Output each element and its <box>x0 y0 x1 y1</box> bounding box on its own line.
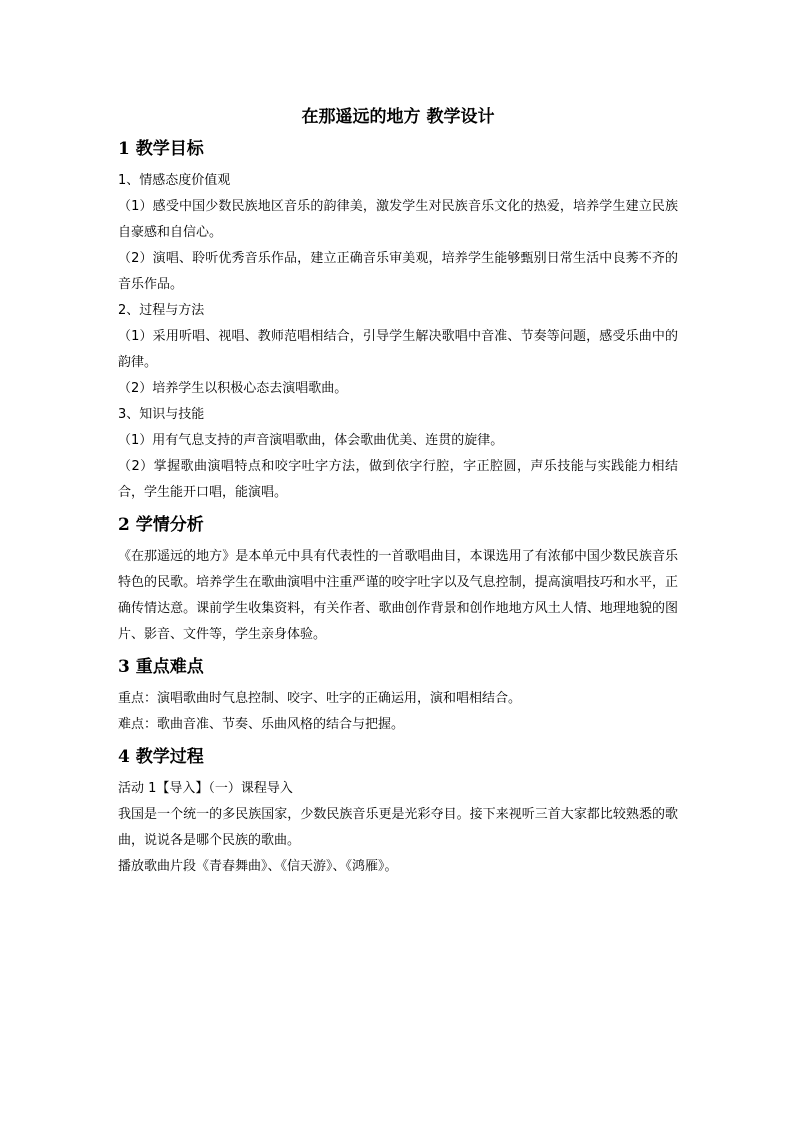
document-page <box>118 96 678 880</box>
paragraph: （1）采用听唱、视唱、教师范唱相结合，引导学生解决歌唱中音准、节奏等问题，感受乐曲中的韵律。 <box>118 329 678 370</box>
paragraph: 播放歌曲片段《青春舞曲》、《信天游》、《鸿雁》。 <box>118 859 398 874</box>
paragraph: 3、知识与技能 <box>118 407 205 422</box>
section-key-points <box>118 656 678 738</box>
section-heading-key-points: 3 重点难点 <box>118 657 204 677</box>
paragraph: （1）用有气息支持的声音演唱歌曲，体会歌曲优美、连贯的旋律。 <box>118 433 504 448</box>
paragraph: 重点：演唱歌曲时气息控制、咬字、吐字的正确运用，演和唱相结合。 <box>118 691 522 706</box>
section-analysis <box>118 514 678 648</box>
paragraph: 2、过程与方法 <box>118 303 205 318</box>
section-heading-process: 4 教学过程 <box>118 747 204 767</box>
section-heading-objectives: 1 教学目标 <box>118 139 204 159</box>
paragraph: （2）掌握歌曲演唱特点和咬字吐字方法，做到依字行腔，字正腔圆，声乐技能与实践能力相结合，学生能开口唱，能演唱。 <box>118 459 678 500</box>
paragraph: （2）培养学生以积极心态去演唱歌曲。 <box>118 381 348 396</box>
paragraph: 活动 1【导入】（一）课程导入 <box>118 781 293 796</box>
paragraph: 《在那遥远的地方》是本单元中具有代表性的一首歌唱曲目，本课选用了有浓郁中国少数民族音乐特色的民歌。培养学生在歌曲演唱中注重严谨的咬字吐字以及气息控制，提高演唱技巧和水平，正确传情达意。课前学生收集资料，有关作者、歌曲创作背景和创作地地方风土人情、地理地貌的图片、影音、文件等，学生亲身体验。 <box>118 549 678 642</box>
paragraph: 我国是一个统一的多民族国家，少数民族音乐更是光彩夺目。接下来视听三首大家都比较熟悉的歌曲，说说各是哪个民族的歌曲。 <box>118 807 678 848</box>
section-objectives <box>118 138 678 506</box>
paragraph: 1、情感态度价值观 <box>118 173 231 188</box>
section-heading-analysis: 2 学情分析 <box>118 515 204 535</box>
paragraph: （2）演唱、聆听优秀音乐作品，建立正确音乐审美观，培养学生能够甄别日常生活中良莠不齐的音乐作品。 <box>118 251 678 292</box>
document-title: 在那遥远的地方 教学设计 <box>301 107 495 127</box>
paragraph: （1）感受中国少数民族地区音乐的韵律美，激发学生对民族音乐文化的热爱，培养学生建立民族自豪感和自信心。 <box>118 199 678 240</box>
paragraph: 难点：歌曲音准、节奏、乐曲风格的结合与把握。 <box>118 717 405 732</box>
section-process <box>118 746 678 880</box>
